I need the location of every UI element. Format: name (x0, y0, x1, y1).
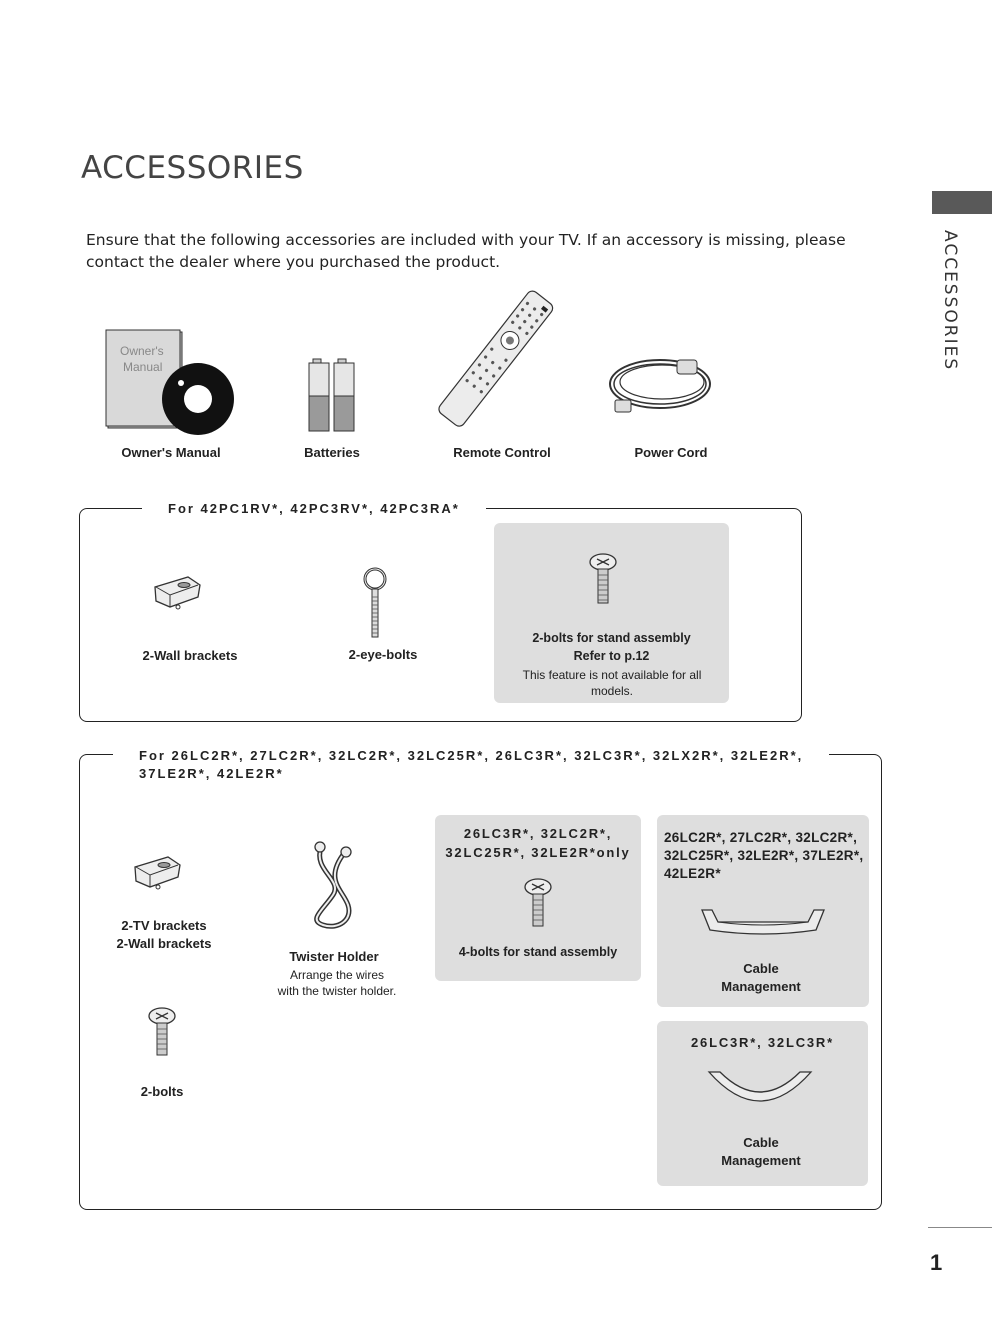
cable-management-panel-2-title: 26LC3R*, 32LC3R* (691, 1035, 834, 1050)
lcd-section-legend-1: For 26LC2R*, 27LC2R*, 32LC2R*, 32LC25R*, 26LC3R*, 32LC3R*, 32LX2R*, 32LE2R*, (113, 747, 829, 765)
stand-bolts-panel-title-1: 26LC3R*, 32LC2R*, (463, 826, 613, 841)
lcd-tv-brackets-caption: 2-TV brackets (121, 918, 207, 933)
remote-control-image (425, 283, 565, 433)
lcd-bolts-caption: 2-bolts (140, 1084, 184, 1099)
cable-management-panel-1-title-1: 26LC2R*, 27LC2R*, 32LC2R*, (664, 830, 858, 845)
manual-cover-text-1: Owner's (120, 344, 164, 358)
bolt-image (147, 1007, 177, 1059)
pdp-section-legend: For 42PC1RV*, 42PC3RV*, 42PC3RA* (142, 500, 486, 518)
twister-holder-note-2: with the twister holder. (277, 984, 397, 998)
stand-bolts-panel-title-2: 32LC25R*, 32LE2R*only (445, 845, 631, 860)
pdp-stand-bolts-note: This feature is not available for all models. (522, 668, 702, 698)
cable-management-arc-image (706, 1068, 814, 1112)
lcd-section-legend-2: 37LE2R*, 42LE2R* (113, 765, 294, 783)
eye-bolt-image (360, 567, 390, 639)
cable-management-panel-1-title-2: 32LC25R*, 32LE2R*, 37LE2R*, (664, 848, 864, 863)
stand-bolt-image (588, 553, 618, 607)
page-number: 1 (930, 1250, 943, 1275)
pdp-eye-bolts-caption: 2-eye-bolts (348, 647, 418, 662)
tv-bracket-image (130, 855, 184, 895)
batteries-image (307, 358, 357, 433)
pdp-stand-bolts-caption-2: Refer to p.12 (573, 649, 650, 663)
twister-holder-note-1: Arrange the wires (289, 968, 385, 982)
cable-management-panel-1-caption-1: Cable (743, 961, 779, 976)
intro-paragraph: Ensure that the following accessories are included with your TV. If an accessory is missing, please contact the dealer where you purchased the product. (86, 231, 846, 271)
pdp-wall-brackets-caption: 2-Wall brackets (142, 648, 238, 663)
page-title: ACCESSORIES (81, 150, 304, 186)
owners-manual-caption: Owner's Manual (121, 445, 221, 460)
lcd-wall-brackets-caption: 2-Wall brackets (116, 936, 212, 951)
side-tab-bar (932, 191, 992, 214)
cable-management-panel-2-caption-1: Cable (743, 1135, 779, 1150)
power-cord-caption: Power Cord (634, 445, 708, 460)
cable-management-bar-image (700, 908, 826, 938)
twister-holder-caption: Twister Holder (289, 949, 379, 964)
cable-management-panel-1-caption-2: Management (721, 979, 801, 994)
manual-cover-text-2: Manual (123, 360, 163, 374)
twister-holder-image (303, 840, 359, 930)
side-tab-label: ACCESSORIES (940, 230, 960, 372)
cable-management-panel-2-caption-2: Management (721, 1153, 801, 1168)
cable-management-panel-1-title-3: 42LE2R* (664, 866, 721, 881)
footer-rule (928, 1227, 992, 1228)
stand-bolts-panel-caption: 4-bolts for stand assembly (458, 945, 618, 959)
remote-control-caption: Remote Control (453, 445, 551, 460)
stand-bolt-image (523, 878, 553, 930)
power-cord-image (605, 342, 720, 422)
batteries-caption: Batteries (304, 445, 360, 460)
pdp-stand-bolts-caption-1: 2-bolts for stand assembly (532, 631, 691, 645)
wall-bracket-image (150, 575, 204, 615)
